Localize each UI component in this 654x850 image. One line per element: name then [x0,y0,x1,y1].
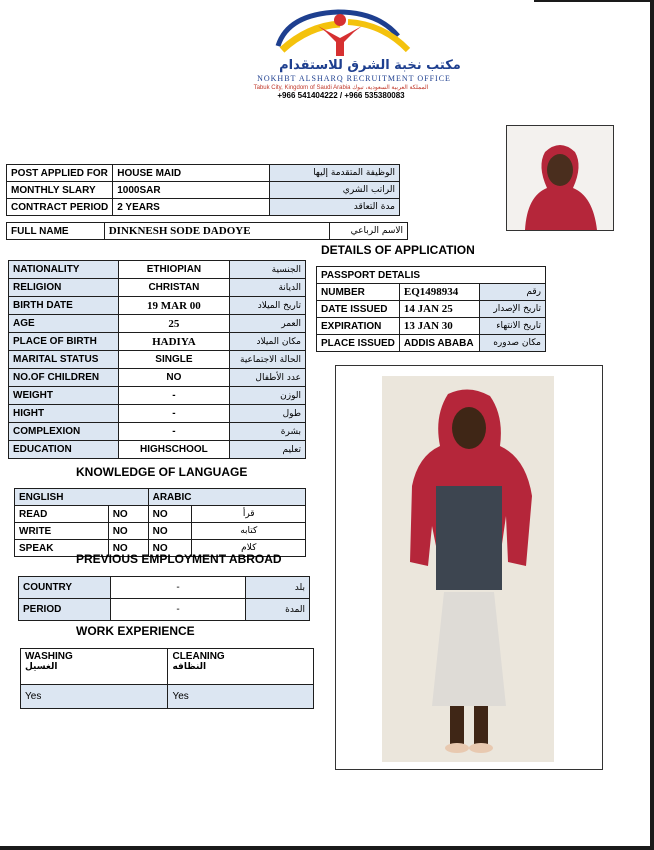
table-row [9,261,306,279]
place-of-birth-label-ar: مكان الميلاد [230,333,306,351]
cleaning-label-ar: النظافه [172,662,207,672]
table-row [317,335,546,352]
washing-value: Yes [21,685,168,709]
table-row [9,387,306,405]
birth-date-value: 19 MAR 00 [118,297,229,315]
table-row [15,489,306,506]
position-value: 2 YEARS [113,199,270,216]
height-label-ar: طول [230,405,306,423]
speak-english: NO [108,540,148,557]
table-row [317,301,546,318]
country-label: COUNTRY [19,577,111,599]
speak-label-ar: كلام [192,540,306,557]
table-row [9,279,306,297]
english-column-header: ENGLISH [15,489,149,506]
nationality-value: ETHIOPIAN [118,261,229,279]
company-name-english: NOKHBT ALSHARQ RECRUITMENT OFFICE [257,74,451,83]
country-value: - [110,577,245,599]
passport-place-value: ADDIS ABABA [399,335,479,352]
table-row [7,182,400,199]
company-name-arabic: مكتب نخبة الشرق للاستقدام [279,58,461,73]
table-row [15,506,306,523]
weight-label: WEIGHT [9,387,119,405]
age-label: AGE [9,315,119,333]
position-label-ar: مدة التعاقد [270,199,400,216]
religion-label: RELIGION [9,279,119,297]
table-row [9,351,306,369]
nationality-label-ar: الجنسية [230,261,306,279]
washing-label: WASHING [25,651,73,662]
cleaning-cell [168,649,314,685]
write-english: NO [108,523,148,540]
read-english: NO [108,506,148,523]
full-name-table [6,222,408,240]
position-table [6,164,400,216]
work-experience-heading: WORK EXPERIENCE [76,624,195,638]
read-label: READ [15,506,109,523]
table-row [9,441,306,459]
complexion-label-ar: بشرة [230,423,306,441]
passport-table [316,266,546,352]
height-label: HIGHT [9,405,119,423]
position-label: POST APPLIED FOR [7,165,113,182]
speak-arabic: NO [148,540,192,557]
place-of-birth-label: PLACE OF BIRTH [9,333,119,351]
washing-label-ar: الغسيل [25,662,58,672]
personal-details-table [8,260,306,459]
weight-label-ar: الوزن [230,387,306,405]
place-of-birth-value: HADIYA [118,333,229,351]
passport-place-label: PLACE ISSUED [317,335,400,352]
period-label-ar: المدة [246,599,310,621]
education-label: EDUCATION [9,441,119,459]
table-row [9,297,306,315]
write-arabic: NO [148,523,192,540]
marital-status-label: MARITAL STATUS [9,351,119,369]
complexion-value: - [118,423,229,441]
birth-date-label: BIRTH DATE [9,297,119,315]
full-name-value: DINKNESH SODE DADOYE [104,223,329,240]
table-row [15,523,306,540]
weight-value: - [118,387,229,405]
position-label-ar: الراتب الشري [270,182,400,199]
table-row [9,423,306,441]
children-label-ar: عدد الأطفال [230,369,306,387]
table-row [9,405,306,423]
children-label: NO.OF CHILDREN [9,369,119,387]
language-table [14,488,306,557]
washing-cell [21,649,168,685]
passport-place-label-ar: مكان صدوره [479,335,545,352]
passport-heading: PASSPORT DETALIS [317,267,546,284]
age-value: 25 [118,315,229,333]
previous-employment-table [18,576,310,621]
position-value: HOUSE MAID [113,165,270,182]
table-row [9,333,306,351]
position-label-ar: الوظيفة المتقدمة إليها [270,165,400,182]
work-experience-table [20,648,314,709]
nationality-label: NATIONALITY [9,261,119,279]
table-row [9,315,306,333]
children-value: NO [118,369,229,387]
full-name-label-ar: الاسم الرباعي [330,223,408,240]
position-label: CONTRACT PERIOD [7,199,113,216]
education-label-ar: تعليم [230,441,306,459]
passport-issued-label-ar: تاريخ الإصدار [479,301,545,318]
complexion-label: COMPLEXION [9,423,119,441]
speak-label: SPEAK [15,540,109,557]
marital-status-value: SINGLE [118,351,229,369]
full-name-label: FULL NAME [7,223,105,240]
passport-number-label-ar: رقم [479,284,545,301]
cleaning-label: CLEANING [172,651,225,662]
passport-expiration-label: EXPIRATION [317,318,400,335]
arabic-column-header: ARABIC [148,489,305,506]
table-row [317,284,546,301]
table-row [7,165,400,182]
portrait-figure [507,126,613,230]
company-address: Tabuk City, Kingdom of Saudi Arabia المملكة العربية السعودية، تبوك [253,85,429,91]
passport-expiration-value: 13 JAN 30 [399,318,479,335]
passport-number-value: EQ1498934 [399,284,479,301]
company-logo [268,6,418,60]
table-row [7,199,400,216]
height-value: - [118,405,229,423]
period-value: - [110,599,245,621]
age-label-ar: العمر [230,315,306,333]
page-border-right [650,0,654,850]
table-row [19,599,310,621]
birth-date-label-ar: تاريخ الميلاد [230,297,306,315]
religion-value: CHRISTAN [118,279,229,297]
table-row [21,649,314,685]
full-body-photo [335,365,603,770]
write-label-ar: كتابه [192,523,306,540]
period-label: PERIOD [19,599,111,621]
details-heading: DETAILS OF APPLICATION [321,243,475,257]
passport-number-label: NUMBER [317,284,400,301]
company-phones: +966 541404222 / +966 535380083 [277,91,405,100]
write-label: WRITE [15,523,109,540]
table-row [7,223,408,240]
education-value: HIGHSCHOOL [118,441,229,459]
table-row [317,318,546,335]
passport-expiration-label-ar: تاريخ الانتهاء [479,318,545,335]
previous-employment-heading: PREVIOUS EMPLOYMENT ABROAD [76,552,282,566]
passport-issued-label: DATE ISSUED [317,301,400,318]
position-label: MONTHLY SLARY [7,182,113,199]
table-row [9,369,306,387]
page-border-bottom [0,846,654,850]
read-arabic: NO [148,506,192,523]
table-row [317,267,546,284]
portrait-photo [506,125,614,231]
table-row [19,577,310,599]
passport-issued-value: 14 JAN 25 [399,301,479,318]
religion-label-ar: الديانة [230,279,306,297]
language-heading: KNOWLEDGE OF LANGUAGE [76,465,248,479]
position-value: 1000SAR [113,182,270,199]
country-label-ar: بلد [246,577,310,599]
cleaning-value: Yes [168,685,314,709]
table-row [21,685,314,709]
full-body-figure [336,366,602,769]
read-label-ar: قرأ [192,506,306,523]
page-border-top [534,0,654,2]
marital-status-label-ar: الحالة الاجتماعية [230,351,306,369]
